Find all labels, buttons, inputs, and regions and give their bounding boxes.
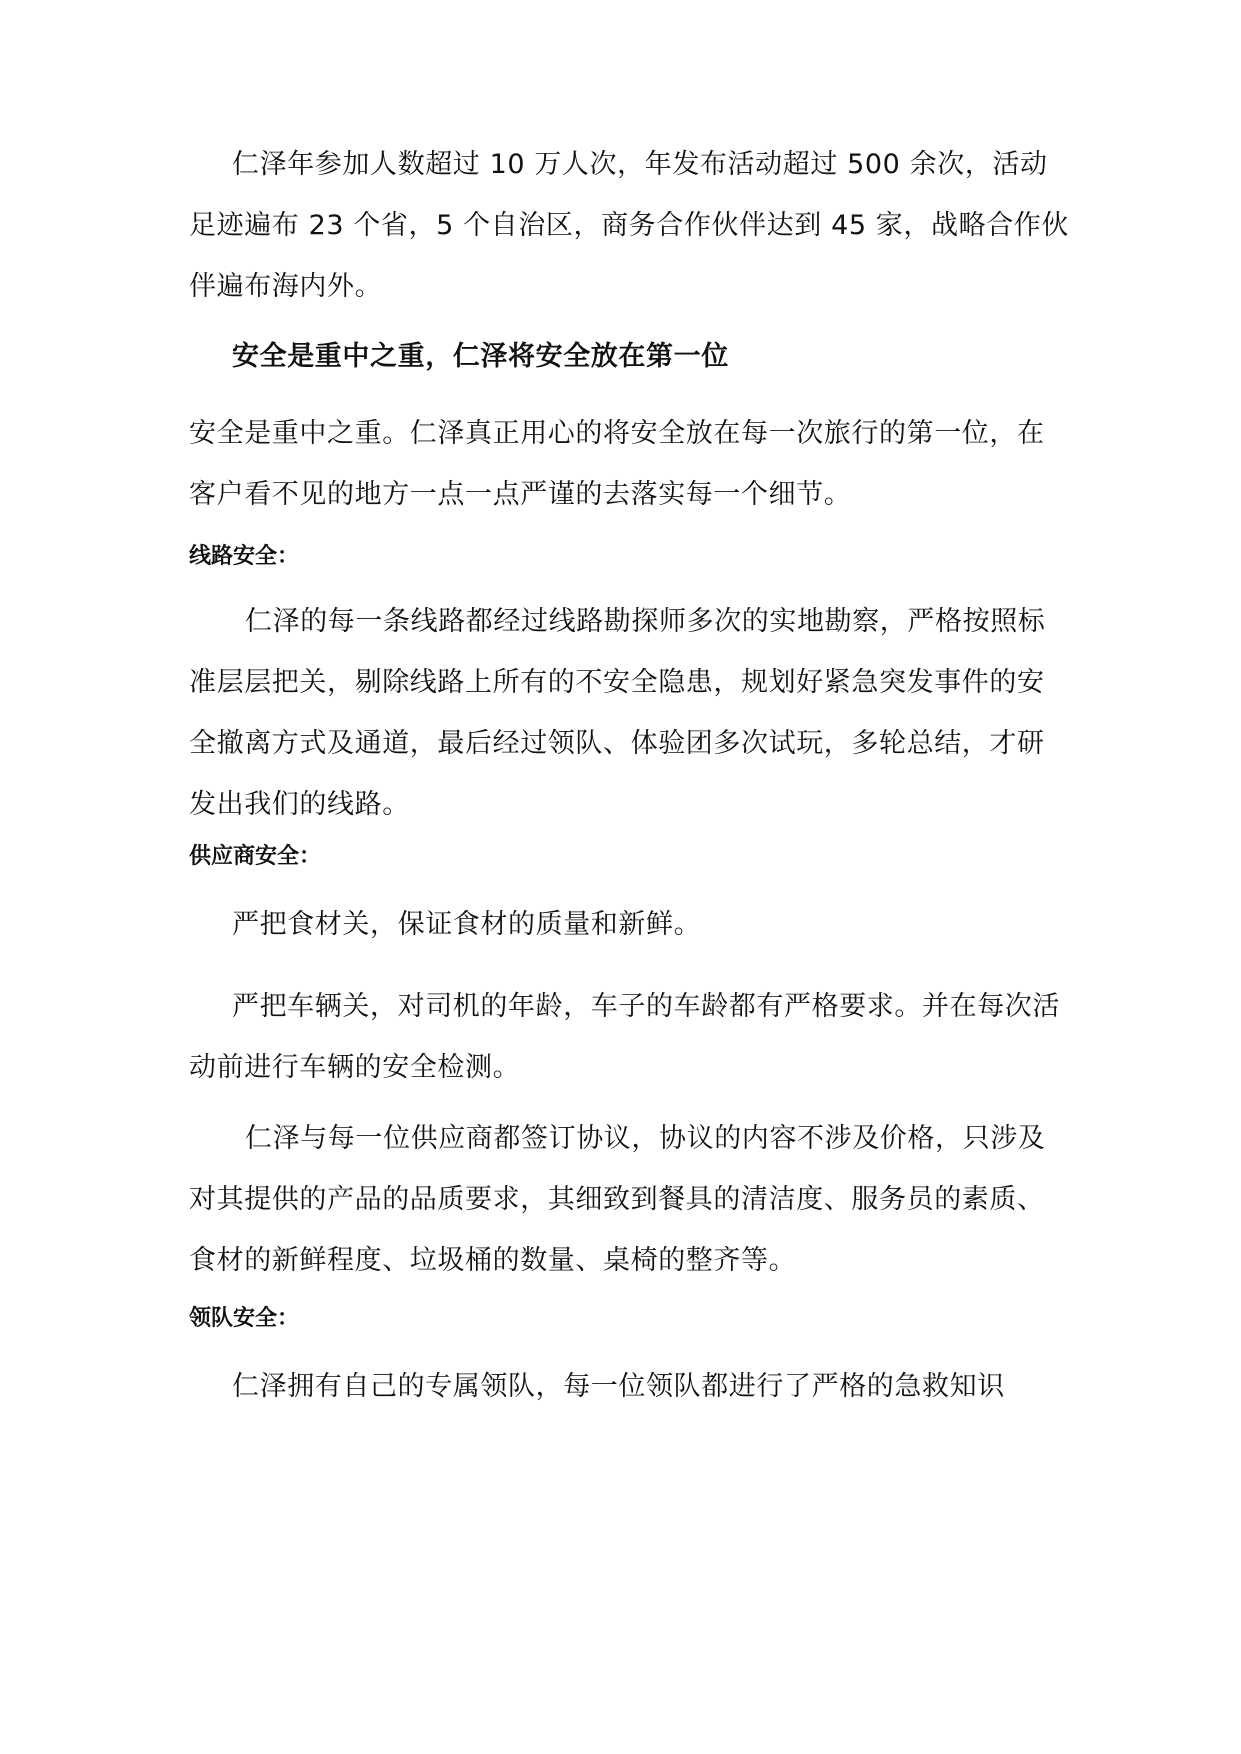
paragraph-supplier-agreement: 仁泽与每一位供应商都签订协议，协议的内容不涉及价格，只涉及对其提供的产品的品质要求，其细致到餐具的清洁度、服务员的素质、食材的新鲜程度、垃圾桶的数量、桌椅的整齐等。 — [189, 1123, 1046, 1276]
section-heading-safety: 安全是重中之重，仁泽将安全放在第一位 — [232, 341, 729, 372]
paragraph-vehicle-check: 严把车辆关，对司机的年龄，车子的车龄都有严格要求。并在每次活动前进行车辆的安全检测。 — [189, 991, 1060, 1083]
subheading-leader-safety: 领队安全： — [189, 1306, 300, 1331]
subheading-route-safety: 线路安全： — [189, 544, 300, 569]
paragraph-safety-intro: 安全是重中之重。仁泽真正用心的将安全放在每一次旅行的第一位，在客户看不见的地方一点一点严谨的去落实每一个细节。 — [189, 418, 1045, 510]
paragraph-food-check: 严把食材关，保证食材的质量和新鲜。 — [232, 909, 702, 940]
paragraph-route-safety: 仁泽的每一条线路都经过线路勘探师多次的实地勘察，严格按照标准层层把关，剔除线路上所有的不安全隐患，规划好紧急突发事件的安全撤离方式及通道，最后经过领队、体验团多次试玩，多轮总结，才研发出我们的线路。 — [189, 606, 1046, 820]
paragraph-leader-safety: 仁泽拥有自己的专属领队，每一位领队都进行了严格的急救知识 — [232, 1371, 1005, 1402]
subheading-supplier-safety: 供应商安全： — [189, 844, 322, 869]
paragraph-stats: 仁泽年参加人数超过 10 万人次，年发布活动超过 500 余次，活动足迹遍布 23 个省，5 个自治区，商务合作伙伴达到 45 家，战略合作伙伴遍布海内外。 — [189, 149, 1070, 302]
